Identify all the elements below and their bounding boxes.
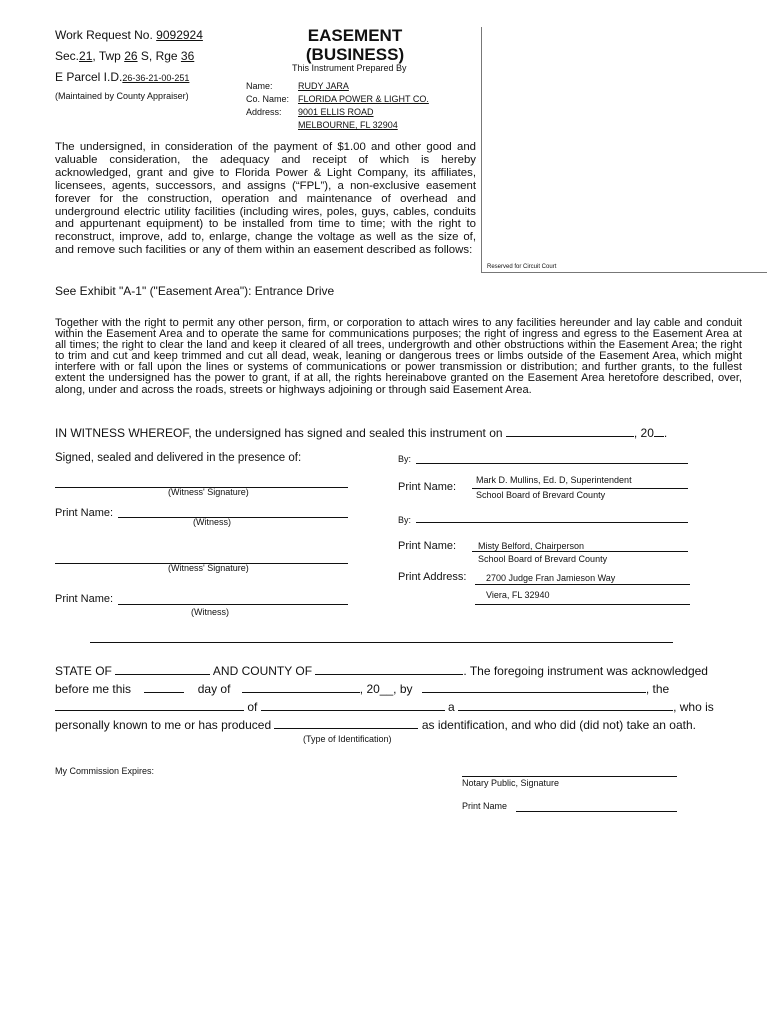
signer1-name-underline: [472, 488, 688, 489]
witness1-signature-label: (Witness' Signature): [168, 487, 249, 497]
rights-paragraph: [55, 318, 742, 396]
entity-type-field[interactable]: [458, 699, 673, 711]
notary-line2: [55, 681, 669, 696]
state-field[interactable]: [115, 663, 210, 675]
parcel-label: E Parcel I.D.: [55, 70, 123, 84]
witness2-label: (Witness): [191, 607, 229, 617]
witness2-print-name-label: Print Name:: [55, 593, 114, 605]
witness-whereof-text: IN WITNESS WHEREOF, the undersigned has signed and sealed this instrument on: [55, 426, 503, 440]
by-label-2: By:: [398, 515, 412, 525]
state-of-label: STATE OF: [55, 664, 112, 678]
sec-value: 21: [79, 49, 93, 63]
year-prefix: , 20: [633, 426, 654, 440]
sec-label: Sec.: [55, 49, 80, 63]
signing-date-field[interactable]: [506, 425, 634, 437]
signer2-org: School Board of Brevard County: [478, 554, 608, 564]
before-me-text: before me this: [55, 682, 132, 696]
reserved-label: Reserved for Circuit Court: [487, 264, 557, 270]
personally-known-text: personally known to me or has produced: [55, 718, 272, 732]
work-request-label: Work Request No.: [55, 28, 153, 42]
county-field[interactable]: [315, 663, 463, 675]
rge-value: 36: [180, 49, 195, 63]
preparer-address1: 9001 ELLIS ROAD: [298, 107, 374, 117]
county-of-label: AND COUNTY OF: [212, 664, 313, 678]
signer2-name: Misty Belford, Chairperson: [478, 541, 585, 551]
signer2-print-name-label: Print Name:: [398, 540, 457, 552]
the-text: , the: [645, 682, 670, 696]
title-line1: EASEMENT: [307, 26, 403, 45]
signer1-org: School Board of Brevard County: [476, 490, 606, 500]
notary-line3: [55, 699, 714, 714]
rge-label: S, Rge: [140, 49, 178, 63]
notary-signature-label: Notary Public, Signature: [462, 778, 560, 788]
witness2-signature-label: (Witness' Signature): [168, 563, 249, 573]
by-label-1: By:: [398, 454, 412, 464]
rights-text: Together with the right to permit any other person, firm, or corporation to attach wires to any facilities hereunder and lay cable and conduit within the Easement Area and to operate the same for communications purposes; the right of ingress and egress to the Easement Area at all times; the right to clear the land and keep it cleared of all trees, undergrowth and other obstructions within the Easement Area; the right to trim and cut and keep trimmed and cut all dead, weak, leaning or dangerous trees or limbs outside of the Easement Area, which might interfere with or fall upon the lines or systems of communications or power transmission or distribution; and further grants, to the fullest extent the undersigned has the power to grant, if at all, the rights hereinabove granted on the Easement Area heretofore described, over, along, under and across the roads, streets or highways adjoining or through said Easement Area.: [55, 317, 742, 396]
preparer-address2: MELBOURNE, FL 32904: [298, 120, 398, 130]
notary-line1: [55, 663, 708, 678]
signing-year-field[interactable]: [654, 425, 664, 437]
year-by-text: , 20__, by: [359, 682, 413, 696]
exhibit-line: See Exhibit "A-1" ("Easement Area"): Entrance Drive: [55, 284, 335, 298]
prepared-by-label: This Instrument Prepared By: [292, 63, 407, 73]
title-field[interactable]: [55, 699, 244, 711]
signed-sealed-label: Signed, sealed and delivered in the presence of:: [55, 452, 302, 464]
address-line1: 2700 Judge Fran Jamieson Way: [486, 573, 616, 583]
preparer-company: FLORIDA POWER & LIGHT CO.: [298, 94, 429, 104]
notary-signature-field[interactable]: [462, 776, 677, 777]
notary-print-name-field[interactable]: [516, 811, 677, 812]
period: .: [663, 426, 668, 440]
type-of-id-label: (Type of Identification): [303, 734, 392, 744]
consideration-paragraph: [55, 141, 476, 257]
consideration-text: The undersigned, in consideration of the payment of $1.00 and other good and valuable consideration, the adequacy and receipt of which is hereby acknowledged, grant and give to Florida Power & Light Company, its affiliates, licensees, agents, successors, and assigns (“FPL”), a non-exclusive easement forever for the construction, operation and maintenance of overhead and underground electric utility facilities (including wires, poles, guys, cables, conduits and appurtenant equipment) to be installed from time to time; with the right to reconstruct, improve, add to, enlarge, change the voltage as well as the size of, and remove such facilities or any of them within an easement described as follows:: [55, 141, 476, 257]
document-title: [300, 26, 410, 64]
reserved-box-border: [481, 27, 482, 273]
signer1-name: Mark D. Mullins, Ed. D, Superintendent: [476, 475, 632, 485]
notary-print-name-label: Print Name: [462, 801, 508, 811]
identification-text: as identification, and who did (did not) take an oath.: [421, 718, 696, 732]
foregoing-text: . The foregoing instrument was acknowledged: [463, 664, 708, 678]
witness-whereof-line: [55, 425, 667, 440]
identification-field[interactable]: [274, 717, 418, 729]
title-line2: (BUSINESS): [305, 45, 405, 64]
month-field[interactable]: [242, 681, 360, 693]
signer2-name-underline: [472, 551, 688, 552]
a-text: a: [448, 700, 455, 714]
preparer-address-label: Address:: [246, 107, 282, 117]
preparer-name: RUDY JARA: [298, 81, 349, 91]
signer1-signature-field[interactable]: [416, 463, 688, 464]
commission-expires-label: My Commission Expires:: [55, 766, 155, 776]
day-field[interactable]: [144, 681, 184, 693]
address-line2-underline: [475, 604, 690, 605]
address-line2: Viera, FL 32940: [486, 590, 550, 600]
print-address-label: Print Address:: [398, 571, 467, 583]
entity-field[interactable]: [261, 699, 445, 711]
witness1-label: (Witness): [193, 517, 231, 527]
of-text: of: [247, 700, 258, 714]
signer2-signature-field[interactable]: [416, 522, 688, 523]
day-of-text: day of: [197, 682, 231, 696]
work-request-number: 9092924: [156, 28, 203, 42]
who-is-text: , who is: [673, 700, 714, 714]
twp-value: 26: [124, 49, 138, 63]
parcel-id-line: [55, 70, 189, 84]
witness1-print-name-label: Print Name:: [55, 507, 114, 519]
section-township-range: [55, 49, 194, 63]
address-line1-underline: [475, 584, 690, 585]
section-divider: [90, 642, 673, 643]
preparer-co-label: Co. Name:: [246, 94, 290, 104]
parcel-id: 26-36-21-00-251: [122, 73, 190, 83]
notary-line4: [55, 717, 696, 732]
signer1-print-name-label: Print Name:: [398, 481, 457, 493]
twp-label: , Twp: [92, 49, 121, 63]
acknowledger-field[interactable]: [422, 681, 646, 693]
work-request-line: [55, 28, 203, 42]
maintained-note: (Maintained by County Appraiser): [55, 91, 189, 101]
preparer-name-label: Name:: [246, 81, 273, 91]
witness2-print-name-field[interactable]: [118, 604, 348, 605]
witness1-print-name-field[interactable]: [118, 517, 348, 518]
reserved-box-bottom: [481, 272, 767, 273]
